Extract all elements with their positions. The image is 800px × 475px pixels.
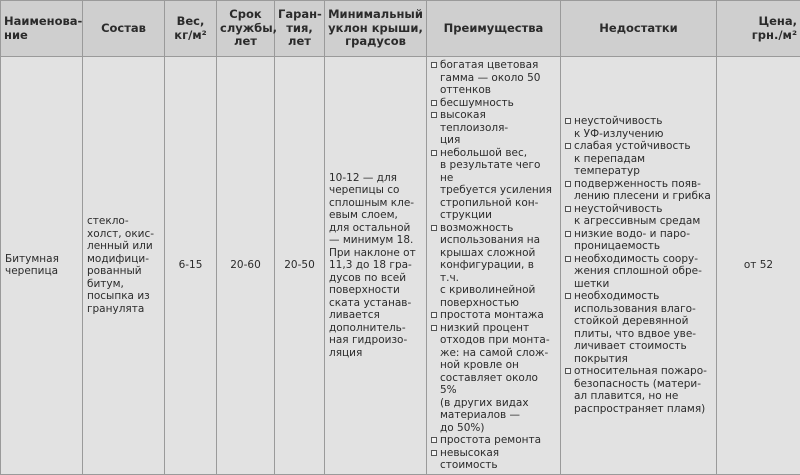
header-name: Наименова- ние [1,1,83,57]
list-item: необходимость использования влаго- стойкой деревянной плиты, что вдвое уве- личивает стоимость покрытия [565,290,712,365]
cell-disadvantages [561,57,717,475]
list-item: богатая цветовая гамма — около 50 оттенков [431,59,556,97]
header-min-slope: Минимальный уклон крыши, градусов [325,1,427,57]
header-service-life: Срок службы, лет [217,1,275,57]
header-row [1,1,800,57]
header-warranty: Гаран- тия, лет [275,1,325,57]
cell-price: от 52 [717,57,800,475]
list-item: бесшумность [431,97,556,110]
header-price: Цена, грн./м² [717,1,800,57]
list-item: низкий процент отходов при монта- же: на самой слож- ной кровле он составляет около 5% (в других видах материалов — до 50%) [431,322,556,435]
list-item: необходимость соору- жения сплошной обре- шетки [565,253,712,291]
disadvantages-list [565,115,712,415]
list-item: небольшой вес, в результате чего не требуется усиления стропильной кон- струкции [431,147,556,222]
cell-name: Битумная черепица [1,57,83,475]
header-composition: Состав [83,1,165,57]
table-row [1,57,800,475]
cell-min-slope: 10-12 — для черепицы со сплошным кле- евым слоем, для остальной — минимум 18. При наклоне от 11,3 до 18 гра- дусов по всей поверхности ската устанав- ливается дополнитель- ная гидроизо- ляция [325,57,427,475]
cell-composition: стекло- холст, окис- ленный или модифици- рованный битум, посыпка из гранулята [83,57,165,475]
cell-advantages [427,57,561,475]
list-item: подверженность появ- лению плесени и грибка [565,178,712,203]
list-item: слабая устойчивость к перепадам температур [565,140,712,178]
list-item: простота ремонта [431,434,556,447]
list-item: высокая теплоизоля- ция [431,109,556,147]
cell-warranty: 20-50 [275,57,325,475]
list-item: простота монтажа [431,309,556,322]
header-disadvantages: Недостатки [561,1,717,57]
list-item: неустойчивость к агрессивным средам [565,203,712,228]
list-item: возможность использования на крышах сложной конфигурации, в т.ч. с криволинейной поверхностью [431,222,556,310]
header-advantages: Преимущества [427,1,561,57]
header-weight: Вес, кг/м² [165,1,217,57]
cell-service-life: 20-60 [217,57,275,475]
list-item: низкие водо- и паро- проницаемость [565,228,712,253]
list-item: невысокая стоимость [431,447,556,472]
list-item: относительная пожаро- безопасность (матери- ал плавится, но не распространяет пламя) [565,365,712,415]
list-item: неустойчивость к УФ-излучению [565,115,712,140]
advantages-list [431,59,556,472]
cell-weight: 6-15 [165,57,217,475]
